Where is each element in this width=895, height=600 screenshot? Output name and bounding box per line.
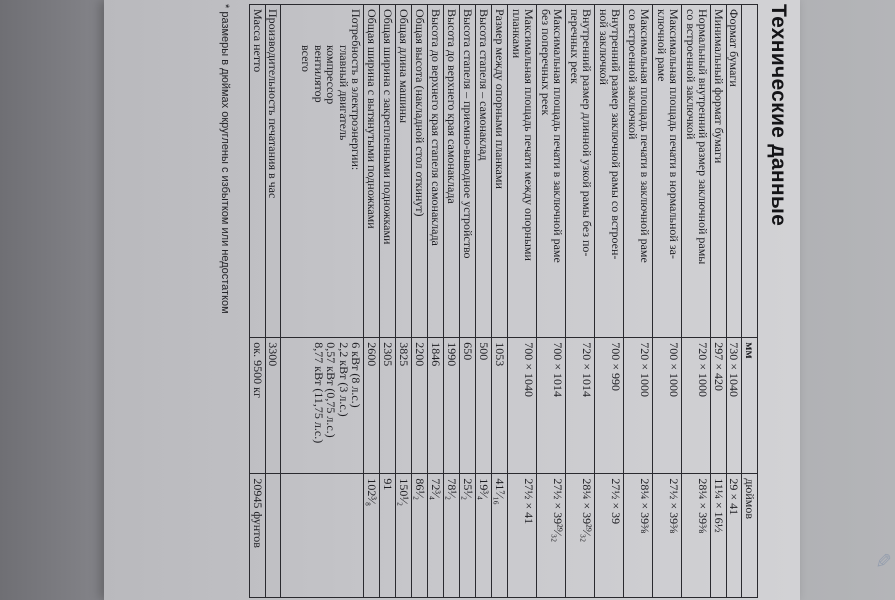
row-mm-value-line: 700 × 1014 — [551, 342, 566, 398]
row-mm-value-line: 2600 — [365, 342, 380, 367]
row-mm-value — [250, 338, 266, 474]
row-mm-value-line: 1990 — [445, 342, 460, 367]
row-mm-value-line: 650 — [461, 342, 476, 361]
table-row — [281, 5, 364, 598]
footnote: * размеры в дюймах округлены с избытком или недостатком — [219, 4, 231, 314]
row-mm-value-line: 297 × 420 — [712, 342, 726, 392]
table-row — [624, 5, 653, 598]
row-mm-value-line: 1053 — [493, 342, 508, 367]
table-row — [682, 5, 711, 598]
header-label — [742, 5, 758, 338]
row-inch-value-line: 19³⁄₄ — [477, 478, 492, 501]
table-body — [250, 5, 742, 598]
row-label — [380, 5, 396, 338]
row-mm-value — [624, 338, 653, 474]
header-inches: дюймов — [742, 474, 758, 598]
row-inch-value-line: 150¹⁄₂ — [397, 478, 412, 507]
row-mm-value-line: 700 × 1000 — [667, 342, 682, 398]
row-mm-value — [396, 338, 412, 474]
row-inch-value-line: 28¼ × 39⅜ — [638, 478, 653, 534]
row-inch-value-line: 78¹⁄₂ — [445, 478, 460, 501]
row-inch-value-line: 27½ × 39 — [609, 478, 624, 525]
row-label — [492, 5, 508, 338]
row-inch-value — [412, 474, 428, 598]
table-row — [727, 5, 743, 598]
table-row — [396, 5, 412, 598]
row-mm-value-line: 2305 — [381, 342, 396, 367]
row-mm-value — [281, 338, 364, 474]
row-mm-value-line: 720 × 1000 — [696, 342, 711, 398]
row-label — [595, 5, 624, 338]
table-row — [476, 5, 492, 598]
table-row — [380, 5, 396, 598]
row-inch-value — [281, 474, 364, 598]
row-mm-value-line: 730 × 1040 — [727, 342, 742, 398]
table-row — [653, 5, 682, 598]
row-inch-value — [428, 474, 444, 598]
row-label — [476, 5, 492, 338]
row-inch-value-line: 41⁷⁄₁₆ — [493, 478, 508, 505]
row-label-line: Максимальная площадь печати в заключной раме — [551, 9, 566, 263]
row-label-line: со встроенной заключкой — [626, 9, 640, 140]
row-label-line: перечных реек — [568, 9, 582, 84]
row-inch-value-line: 27½ × 39⅜ — [667, 478, 682, 534]
row-label — [566, 5, 595, 338]
row-label-line: Высота стапеля – приемно-выводное устройство — [461, 9, 476, 259]
row-inch-value — [444, 474, 460, 598]
row-label — [428, 5, 444, 338]
row-label-line: Высота до верхнего края самонаклада — [445, 9, 460, 204]
row-inch-value-line: 102³⁄₈ — [365, 478, 380, 507]
handwritten-margin-mark: ✎ — [870, 552, 893, 569]
row-mm-value-line: 720 × 1000 — [638, 342, 653, 398]
table-header-row — [742, 5, 758, 598]
table-row — [428, 5, 444, 598]
row-label — [653, 5, 682, 338]
row-inch-value-line: 28¼ × 39⅜ — [696, 478, 711, 534]
row-label-line: вентилятор — [312, 45, 326, 103]
row-label-line: Максимальная площадь печати между опорными — [522, 9, 537, 261]
row-label-line: всего — [299, 45, 314, 73]
row-label-line: Высота до верхнего края стапеля самонаклада — [429, 9, 444, 246]
row-mm-value — [682, 338, 711, 474]
row-mm-value-line: 700 × 1040 — [522, 342, 537, 398]
row-inch-value-line: 72³⁄₄ — [429, 478, 444, 501]
row-label — [364, 5, 380, 338]
row-label-line: Минимальный формат бумаги — [712, 9, 726, 164]
row-mm-value — [566, 338, 595, 474]
row-inch-value — [537, 474, 566, 598]
row-label-line: Высота стапеля – самонаклад — [477, 9, 492, 161]
row-label-line: Общая ширина с вытянутыми подножками — [365, 9, 380, 229]
row-inch-value — [380, 474, 396, 598]
table-row — [460, 5, 476, 598]
row-label-line: Максимальная площадь печати в заключной раме — [638, 9, 653, 263]
row-label-line: компрессор — [324, 45, 339, 105]
row-mm-value — [428, 338, 444, 474]
row-inch-value — [595, 474, 624, 598]
row-label-line: Внутренний размер заключной рамы со встроен- — [609, 9, 624, 260]
row-inch-value — [727, 474, 743, 598]
row-label-line: Формат бумаги — [727, 9, 742, 87]
row-label — [250, 5, 266, 338]
row-label — [682, 5, 711, 338]
row-inch-value — [460, 474, 476, 598]
table-row — [566, 5, 595, 598]
row-label — [624, 5, 653, 338]
row-mm-value-line: 6 кВт (8 л.с.) — [349, 342, 364, 408]
row-mm-value — [711, 338, 727, 474]
row-inch-value-line: 11¼ × 16½ — [712, 478, 726, 533]
row-inch-value — [266, 474, 282, 598]
row-mm-value — [727, 338, 743, 474]
table-row — [537, 5, 566, 598]
row-label-line: Максимальная площадь печати в нормальной за- — [667, 9, 682, 259]
row-inch-value-line: 29 × 41 — [727, 478, 742, 516]
page-title: Технические данные — [767, 4, 790, 227]
table-row — [492, 5, 508, 598]
row-label-line: планками — [510, 9, 524, 59]
row-label-line: ной заключкой — [597, 9, 611, 85]
row-inch-value — [566, 474, 595, 598]
table-row — [444, 5, 460, 598]
row-mm-value — [476, 338, 492, 474]
table-row — [364, 5, 380, 598]
row-mm-value — [364, 338, 380, 474]
row-label-line: Потребность в электроэнергии: — [349, 9, 364, 171]
row-mm-value — [412, 338, 428, 474]
row-mm-value — [595, 338, 624, 474]
row-inch-value-line: 27½ × 41 — [522, 478, 537, 525]
table-row — [250, 5, 266, 598]
row-mm-value-line: 3300 — [266, 342, 281, 367]
row-label-line: Производительность печатания в час — [266, 9, 281, 199]
row-label — [412, 5, 428, 338]
row-mm-value-line: 0,57 кВт (0,75 л.с.) — [324, 342, 339, 438]
row-label-line: Масса нетто — [251, 9, 265, 73]
row-inch-value — [508, 474, 537, 598]
row-label-line: главный двигатель — [337, 45, 351, 141]
table-row — [412, 5, 428, 598]
row-label-line: Нормальный внутренний размер заключной рамы — [696, 9, 711, 265]
row-inch-value-line: 25¹⁄₂ — [461, 478, 476, 501]
row-label-line: со встроенной заключкой — [684, 9, 698, 140]
row-mm-value-line: 1846 — [429, 342, 444, 367]
table-row — [595, 5, 624, 598]
row-inch-value — [364, 474, 380, 598]
row-label-line: Общая высота (накладной стол откинут) — [413, 9, 428, 217]
row-mm-value-line: 2,2 кВт (3 л.с.) — [337, 342, 351, 417]
row-inch-value — [492, 474, 508, 598]
row-label — [711, 5, 727, 338]
row-mm-value-line: 720 × 1014 — [580, 342, 595, 398]
row-mm-value — [266, 338, 282, 474]
row-inch-value — [711, 474, 727, 598]
row-label-line: Общая ширина с закрепленными подножками — [381, 9, 396, 245]
row-inch-value — [682, 474, 711, 598]
row-inch-value — [653, 474, 682, 598]
document-page — [104, 0, 893, 600]
row-mm-value-line: 700 × 990 — [609, 342, 624, 392]
row-inch-value-line: 27½ × 39²⁹⁄₃₂ — [551, 478, 566, 543]
table-row — [711, 5, 727, 598]
row-inch-value — [250, 474, 266, 598]
row-label — [281, 5, 364, 338]
row-label-line: Общая длина машины — [397, 9, 412, 124]
row-mm-value-line: 8,77 кВт (11,75 л.с.) — [312, 342, 326, 444]
row-inch-value — [624, 474, 653, 598]
row-inch-value-line: 86¹⁄₂ — [413, 478, 428, 501]
row-label — [266, 5, 282, 338]
rotated-content — [104, 0, 800, 600]
header-mm: мм — [742, 338, 758, 474]
row-label — [537, 5, 566, 338]
table-row — [508, 5, 537, 598]
row-label — [396, 5, 412, 338]
row-inch-value — [396, 474, 412, 598]
row-mm-value — [492, 338, 508, 474]
row-mm-value — [444, 338, 460, 474]
row-mm-value — [537, 338, 566, 474]
row-label-line: Внутренний размер длинной узкой рамы без по- — [580, 9, 595, 257]
specs-table — [250, 4, 759, 598]
table-row — [266, 5, 282, 598]
row-label — [508, 5, 537, 338]
row-label — [444, 5, 460, 338]
row-mm-value — [508, 338, 537, 474]
row-label-line: Размер между опорными планками — [493, 9, 508, 189]
row-mm-value-line: ок. 9500 кг — [251, 342, 265, 398]
row-label — [727, 5, 743, 338]
row-mm-value-line: 500 — [477, 342, 492, 361]
row-mm-value — [460, 338, 476, 474]
row-inch-value — [476, 474, 492, 598]
row-mm-value — [380, 338, 396, 474]
row-label — [460, 5, 476, 338]
row-inch-value-line: 20945 фунтов — [251, 478, 265, 548]
row-label-line: ключной раме — [655, 9, 669, 82]
row-inch-value-line: 91 — [381, 478, 396, 491]
row-mm-value — [653, 338, 682, 474]
row-label-line: без поперечных реек — [539, 9, 553, 116]
row-mm-value-line: 3825 — [397, 342, 412, 367]
row-mm-value-line: 2200 — [413, 342, 428, 367]
row-inch-value-line: 28¼ × 39²⁹⁄₃₂ — [580, 478, 595, 543]
